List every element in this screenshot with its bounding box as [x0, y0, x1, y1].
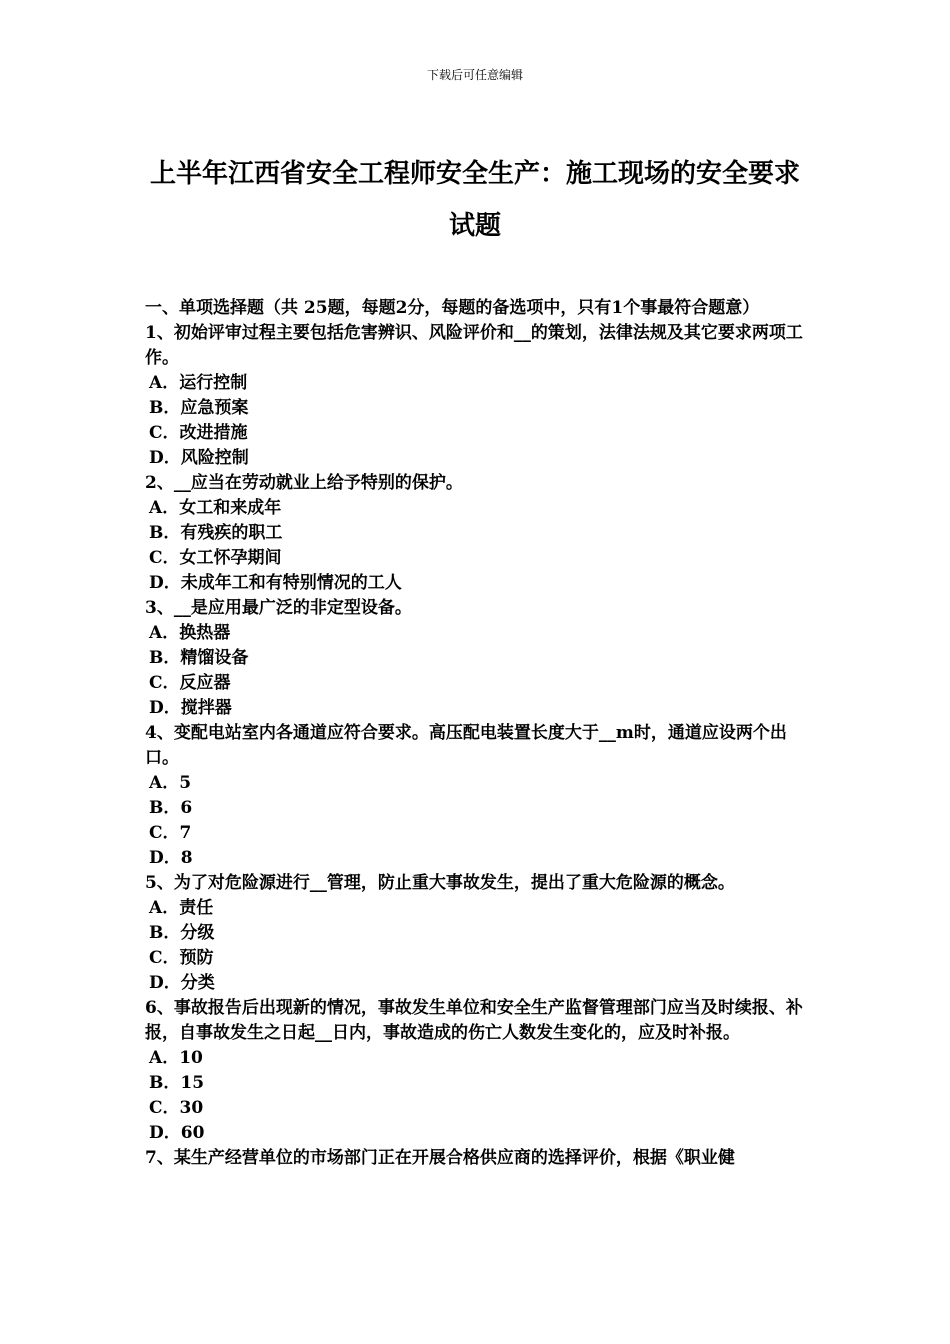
option-b: B．有残疾的职工 [149, 523, 283, 543]
question-text: 2、__应当在劳动就业上给予特别的保护。 [145, 473, 463, 493]
title-line-1: 上半年江西省安全工程师安全生产：施工现场的安全要求 [149, 159, 800, 189]
option-a: A．5 [149, 773, 192, 793]
option-c: C．30 [149, 1098, 204, 1118]
option-b: B．15 [149, 1073, 205, 1093]
question-2 [145, 471, 810, 596]
question-text: 5、为了对危险源进行__管理，防止重大事故发生，提出了重大危险源的概念。 [145, 873, 735, 893]
option-a: A．责任 [149, 898, 214, 918]
option-d: D．搅拌器 [149, 698, 232, 718]
title-line-2: 试题 [448, 211, 501, 241]
header-note: 下载后可任意编辑 [426, 68, 523, 82]
option-a: A．女工和来成年 [149, 498, 282, 518]
option-c: C．预防 [149, 948, 214, 968]
option-c: C．反应器 [149, 673, 231, 693]
option-b: B．应急预案 [149, 398, 249, 418]
option-c: C．女工怀孕期间 [149, 548, 282, 568]
question-7 [145, 1146, 810, 1171]
option-d: D．60 [149, 1123, 205, 1143]
option-c: C．7 [149, 823, 192, 843]
option-b: B．6 [149, 798, 193, 818]
question-text: 6、事故报告后出现新的情况，事故发生单位和安全生产监督管理部门应当及时续报、补报，自事故发生之日起__日内，事故造成的伤亡人数发生变化的，应及时补报。 [145, 998, 803, 1043]
question-3 [145, 596, 810, 721]
option-a: A．运行控制 [149, 373, 248, 393]
option-d: D．8 [149, 848, 193, 868]
question-1 [145, 321, 810, 471]
question-4 [145, 721, 810, 871]
question-text: 4、变配电站室内各通道应符合要求。高压配电装置长度大于__m时，通道应设两个出口。 [145, 723, 787, 768]
option-c: C．改进措施 [149, 423, 248, 443]
document-body [145, 296, 810, 1171]
option-d: D．分类 [149, 973, 215, 993]
question-6 [145, 996, 810, 1146]
option-b: B．分级 [149, 923, 215, 943]
section-heading: 一、单项选择题（共 25题，每题2分，每题的备选项中，只有1个事最符合题意） [145, 298, 760, 318]
question-5 [145, 871, 810, 996]
option-a: A．10 [149, 1048, 203, 1068]
option-d: D．未成年工和有特别情况的工人 [149, 573, 402, 593]
option-b: B．精馏设备 [149, 648, 249, 668]
document-title [140, 148, 810, 252]
option-d: D．风险控制 [149, 448, 249, 468]
question-text: 3、__是应用最广泛的非定型设备。 [145, 598, 412, 618]
option-a: A．换热器 [149, 623, 231, 643]
question-text: 1、初始评审过程主要包括危害辨识、风险评价和__的策划，法律法规及其它要求两项工作。 [145, 323, 803, 368]
question-text: 7、某生产经营单位的市场部门正在开展合格供应商的选择评价，根据《职业健 [145, 1148, 735, 1168]
